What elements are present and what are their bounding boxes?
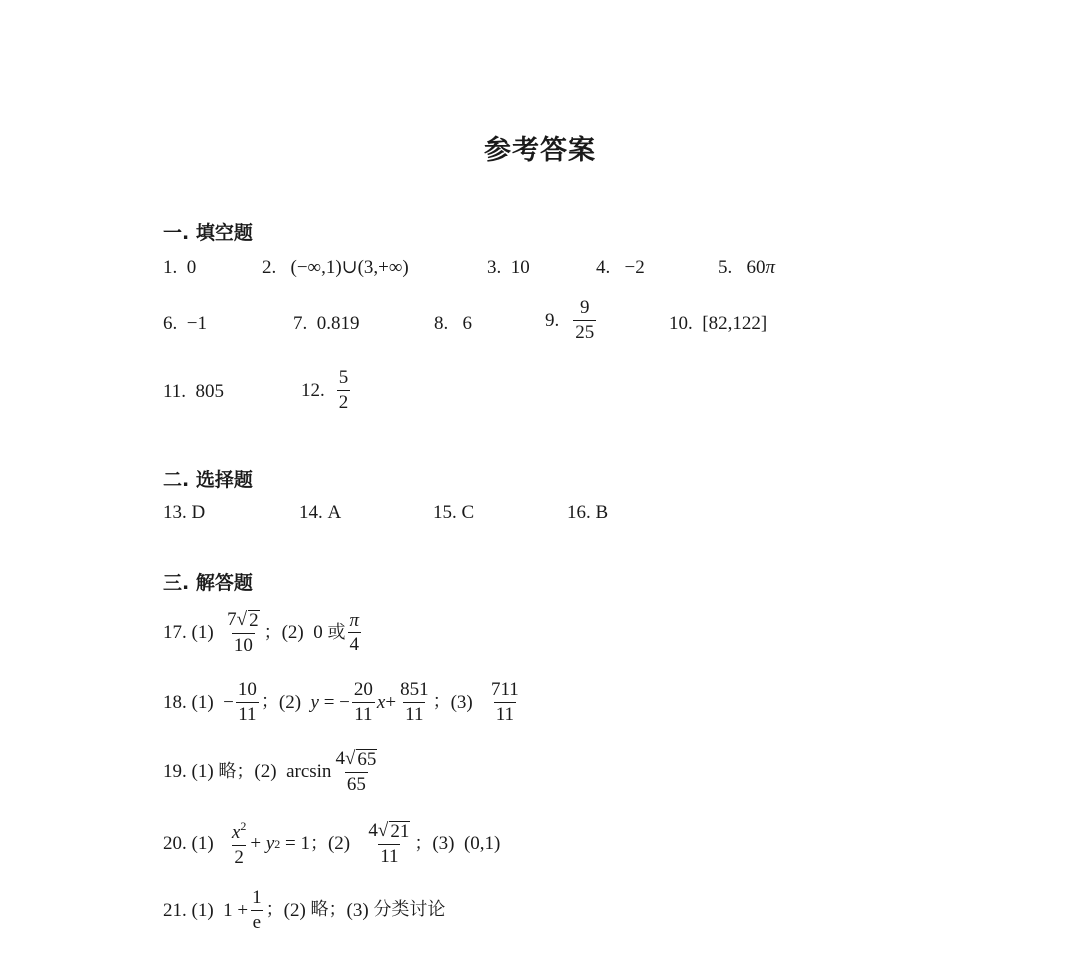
question-number: 6. (163, 313, 178, 334)
question-number: 14. (299, 502, 323, 523)
fraction (250, 888, 264, 933)
denominator: 11 (354, 703, 373, 725)
fraction (225, 610, 261, 656)
fraction (337, 368, 351, 413)
question-number: 18. (163, 691, 187, 713)
arcsin-function: arcsin (286, 761, 332, 783)
answer-q12 (301, 368, 352, 413)
question-number: 12. (301, 379, 325, 401)
answer-q11 (163, 382, 224, 401)
answer-q5 (718, 258, 775, 277)
answer-q3 (487, 258, 530, 277)
var-x: x (231, 822, 241, 843)
answer-value: (0,1) (463, 833, 501, 855)
fraction (398, 680, 431, 725)
fraction (489, 680, 521, 725)
separator: ； (309, 832, 328, 854)
numerator: 711 (490, 679, 519, 700)
section-heading-fill: 一. 填空题 (163, 222, 253, 244)
sqrt-sign: √ (344, 748, 356, 769)
var-y: y (310, 691, 319, 713)
coefficient: 4 (335, 748, 345, 769)
plus-sign: + (385, 691, 397, 713)
radicand: 21 (390, 821, 410, 842)
question-number: 2. (262, 257, 277, 278)
question-number: 1. (163, 257, 178, 278)
question-number: 8. (434, 313, 449, 334)
question-number: 20. (163, 833, 187, 855)
discussion-text: 分类讨论 (373, 899, 446, 921)
answer-q6 (163, 314, 207, 333)
answer-q17 (163, 610, 363, 656)
page-title: 参考答案 (484, 135, 596, 166)
part-label: (1) (191, 899, 214, 921)
question-number: 21. (163, 899, 187, 921)
question-number: 11. (163, 381, 187, 402)
numerator: 9 (580, 297, 590, 318)
radicand: 65 (357, 749, 377, 770)
question-number: 10. (669, 313, 693, 334)
separator: ； (432, 691, 451, 713)
part-label: (1) (191, 691, 214, 713)
exponent: 2 (274, 836, 281, 851)
omit-text: 略； (310, 899, 347, 921)
fraction (366, 821, 412, 867)
fraction (352, 680, 375, 725)
coefficient: 7 (227, 609, 237, 630)
radical (237, 610, 260, 631)
omit-text: 略； (218, 760, 255, 782)
separator: ； (260, 691, 279, 713)
answer-q7 (293, 314, 360, 333)
part-label: (2) (278, 691, 302, 713)
answer-q20 (163, 820, 500, 868)
question-number: 4. (596, 257, 611, 278)
numerator: π (349, 609, 360, 631)
answer-value: −2 (624, 257, 645, 278)
answer-q2 (262, 258, 409, 277)
equals-one: = 1 (285, 833, 310, 855)
coefficient: 4 (368, 820, 378, 841)
part-label: (1) (191, 761, 214, 783)
numerator: 5 (338, 367, 349, 388)
var-x: x (376, 691, 386, 713)
minus-sign: − (223, 691, 234, 713)
answer-value: 0 (186, 257, 197, 278)
answer-value: D (191, 502, 206, 523)
answer-value: C (461, 502, 475, 523)
answer-value: −1 (186, 313, 207, 334)
sqrt-sign: √ (236, 609, 248, 630)
part-label: (1) (191, 833, 214, 855)
radicand: 2 (249, 610, 259, 631)
separator: ； (263, 621, 282, 643)
answer-q19 (163, 749, 381, 795)
denominator: 65 (346, 773, 366, 795)
part-label: (2) (283, 899, 306, 921)
part-label: (3) (432, 833, 455, 855)
var-y: y (265, 833, 275, 855)
fraction (348, 611, 362, 656)
fraction (333, 749, 379, 795)
question-number: 16. (567, 502, 591, 523)
part-label: (3) (346, 899, 369, 921)
part-label: (2) (254, 761, 277, 783)
equals-minus: = − (323, 691, 350, 713)
answer-q16 (567, 503, 608, 522)
part-label: (1) (191, 622, 214, 644)
question-number: 15. (433, 502, 457, 523)
answer-q10 (669, 314, 767, 333)
question-number: 5. (718, 257, 733, 278)
part-label: (2) (281, 622, 304, 644)
denominator: 11 (405, 703, 424, 725)
question-number: 19. (163, 761, 187, 783)
one-plus: 1 + (223, 899, 249, 921)
answer-value: A (327, 502, 342, 523)
fraction (236, 680, 259, 725)
denominator: 2 (338, 391, 349, 413)
part-label: (3) (450, 691, 473, 713)
answer-value: 805 (195, 381, 225, 402)
answer-value: 0 (313, 622, 323, 644)
separator: ； (265, 899, 284, 921)
denominator: e (252, 911, 262, 933)
answer-q14 (299, 503, 341, 522)
answer-value: (−∞,1)∪(3,+∞) (290, 257, 409, 278)
section-heading-solve: 三. 解答题 (163, 572, 253, 594)
question-number: 17. (163, 622, 187, 644)
denominator: 11 (380, 845, 399, 867)
numerator: 1 (252, 887, 262, 908)
fraction (573, 298, 596, 343)
answer-q8 (434, 314, 472, 333)
denominator: 25 (575, 321, 595, 343)
answer-value: B (595, 502, 609, 523)
answer-q13 (163, 503, 205, 522)
radical (378, 821, 410, 842)
numerator (225, 610, 261, 633)
answer-value: 10 (510, 257, 530, 278)
radical (345, 749, 377, 770)
plus-sign: + (250, 833, 262, 855)
sqrt-sign: √ (377, 820, 389, 841)
answer-value: 0.819 (316, 313, 360, 334)
numerator (230, 820, 248, 845)
question-number: 3. (487, 257, 502, 278)
answer-value: 6 (462, 313, 472, 334)
numerator (366, 821, 412, 844)
separator: ； (414, 832, 433, 854)
answer-q1 (163, 258, 196, 277)
answer-q4 (596, 258, 645, 277)
numerator: 10 (237, 679, 257, 700)
answer-q18 (163, 680, 523, 725)
denominator: 11 (238, 703, 257, 725)
section-heading-choice: 二. 选择题 (163, 469, 253, 491)
answer-q21 (163, 888, 445, 933)
question-number: 13. (163, 502, 187, 523)
question-number: 9. (545, 309, 560, 331)
fraction (230, 820, 248, 868)
answer-q9 (545, 298, 598, 343)
exponent: 2 (240, 819, 247, 833)
pi-symbol: π (765, 257, 776, 278)
denominator: 11 (495, 703, 515, 725)
question-number: 7. (293, 313, 308, 334)
part-label: (2) (327, 833, 351, 855)
answer-q15 (433, 503, 474, 522)
numerator: 20 (353, 679, 373, 700)
numerator: 851 (400, 679, 429, 700)
answer-value: 60 (746, 257, 766, 278)
denominator: 10 (233, 634, 253, 656)
or-word: 或 (327, 621, 346, 643)
numerator (333, 749, 379, 772)
answer-value: [82,122] (702, 313, 768, 334)
denominator: 4 (349, 634, 360, 656)
denominator: 2 (234, 846, 244, 868)
